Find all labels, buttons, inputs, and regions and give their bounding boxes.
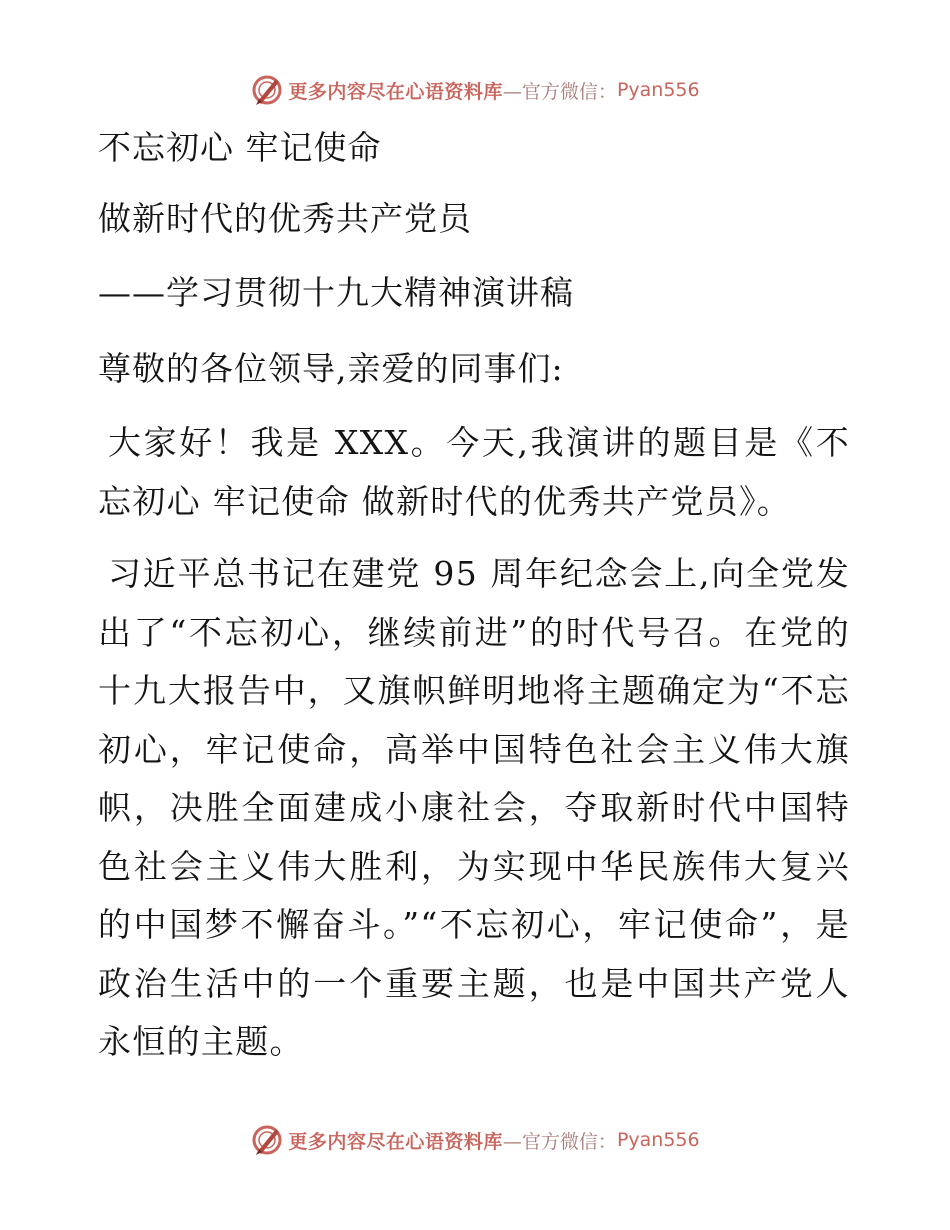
header-watermark-banner [0, 70, 950, 110]
banner-dash-text: —官方微信： [502, 80, 617, 103]
title-line-1: 不忘初心 牢记使命 [98, 128, 382, 167]
banner-main-text: 更多内容尽在心语资料库 [288, 1130, 503, 1153]
banner-wechat-id: Pyan556 [616, 79, 700, 101]
paragraph-2 [98, 545, 850, 1072]
banner-main-text: 更多内容尽在心语资料库 [288, 80, 503, 103]
banner-wechat-id: Pyan556 [616, 1129, 700, 1151]
title-line-2: 做新时代的优秀共产党员 [98, 199, 472, 238]
footer-watermark-banner [0, 1120, 950, 1160]
banner-dash-text: —官方微信： [502, 1130, 617, 1153]
salutation: 尊敬的各位领导,亲爱的同事们: [98, 349, 564, 388]
title-line-3: ——学习贯彻十九大精神演讲稿 [98, 273, 574, 312]
pen-nib-circle-icon [250, 73, 284, 107]
paragraph-1-text: 大家好！我是 XXX。今天,我演讲的题目是《不忘初心 牢记使命 做新时代的优秀共产党员》。 [98, 423, 850, 521]
paragraph-2-text: 习近平总书记在建党 95 周年纪念会上,向全党发出了“不忘初心，继续前进”的时代号召。在党的十九大报告中，又旗帜鲜明地将主题确定为“不忘初心，牢记使命，高举中国特色社会主义伟大旗帜，决胜全面建成小康社会，夺取新时代中国特色社会主义伟大胜利，为实现中华民族伟大复兴的中国梦不懈奋斗。”“不忘初心，牢记使命”，是政治生活中的一个重要主题，也是中国共产党人永恒的主题。 [98, 554, 850, 1061]
paragraph-1 [98, 414, 850, 531]
pen-nib-circle-icon [250, 1123, 284, 1157]
